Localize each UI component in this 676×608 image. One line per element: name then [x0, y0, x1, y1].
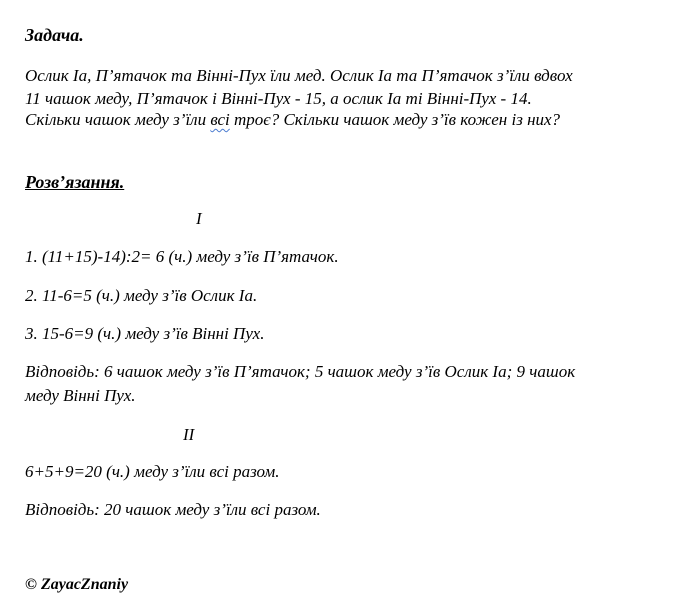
- task-text-line-2: 11 чашок меду, П’ятачок і Вінні-Пух - 15, а ослик Іа ті Вінні-Пух - 14.: [25, 89, 532, 108]
- copyright: © ZayacZnaniy: [25, 576, 129, 593]
- solution-step-2: 2. 11-6=5 (ч.) меду з’їв Ослик Іа.: [25, 286, 258, 305]
- task-text-line-3: [25, 110, 560, 130]
- method-1-label: І: [196, 209, 202, 228]
- task-text-line-3-end: троє? Скільки чашок меду з’їв кожен із них?: [229, 110, 561, 129]
- solution-heading: Розв’язання.: [25, 172, 125, 192]
- task-text-line-3-start: Скільки чашок меду з’їли: [25, 110, 211, 129]
- solution-step-3: 3. 15-6=9 (ч.) меду з’їв Вінні Пух.: [25, 324, 265, 343]
- answer-1-line-2: меду Вінні Пух.: [25, 386, 136, 405]
- task-heading: Задача.: [25, 25, 84, 45]
- method-2-label: ІІ: [183, 425, 195, 444]
- spellcheck-marked-word: всі: [210, 110, 230, 129]
- answer-1-line-1: Відповідь: 6 чашок меду з’їв П’ятачок; 5 чашок меду з’їв Ослик Іа; 9 чашок: [25, 362, 576, 381]
- solution-step-1: 1. (11+15)-14):2= 6 (ч.) меду з’їв П’ятачок.: [25, 247, 339, 266]
- method-2-step: 6+5+9=20 (ч.) меду з’їли всі разом.: [25, 462, 280, 481]
- task-text-line-1: Ослик Іа, П’ятачок та Вінні-Пух їли мед. Ослик Іа та П’ятачок з’їли вдвох: [25, 66, 573, 85]
- answer-2: Відповідь: 20 чашок меду з’їли всі разом.: [25, 500, 321, 519]
